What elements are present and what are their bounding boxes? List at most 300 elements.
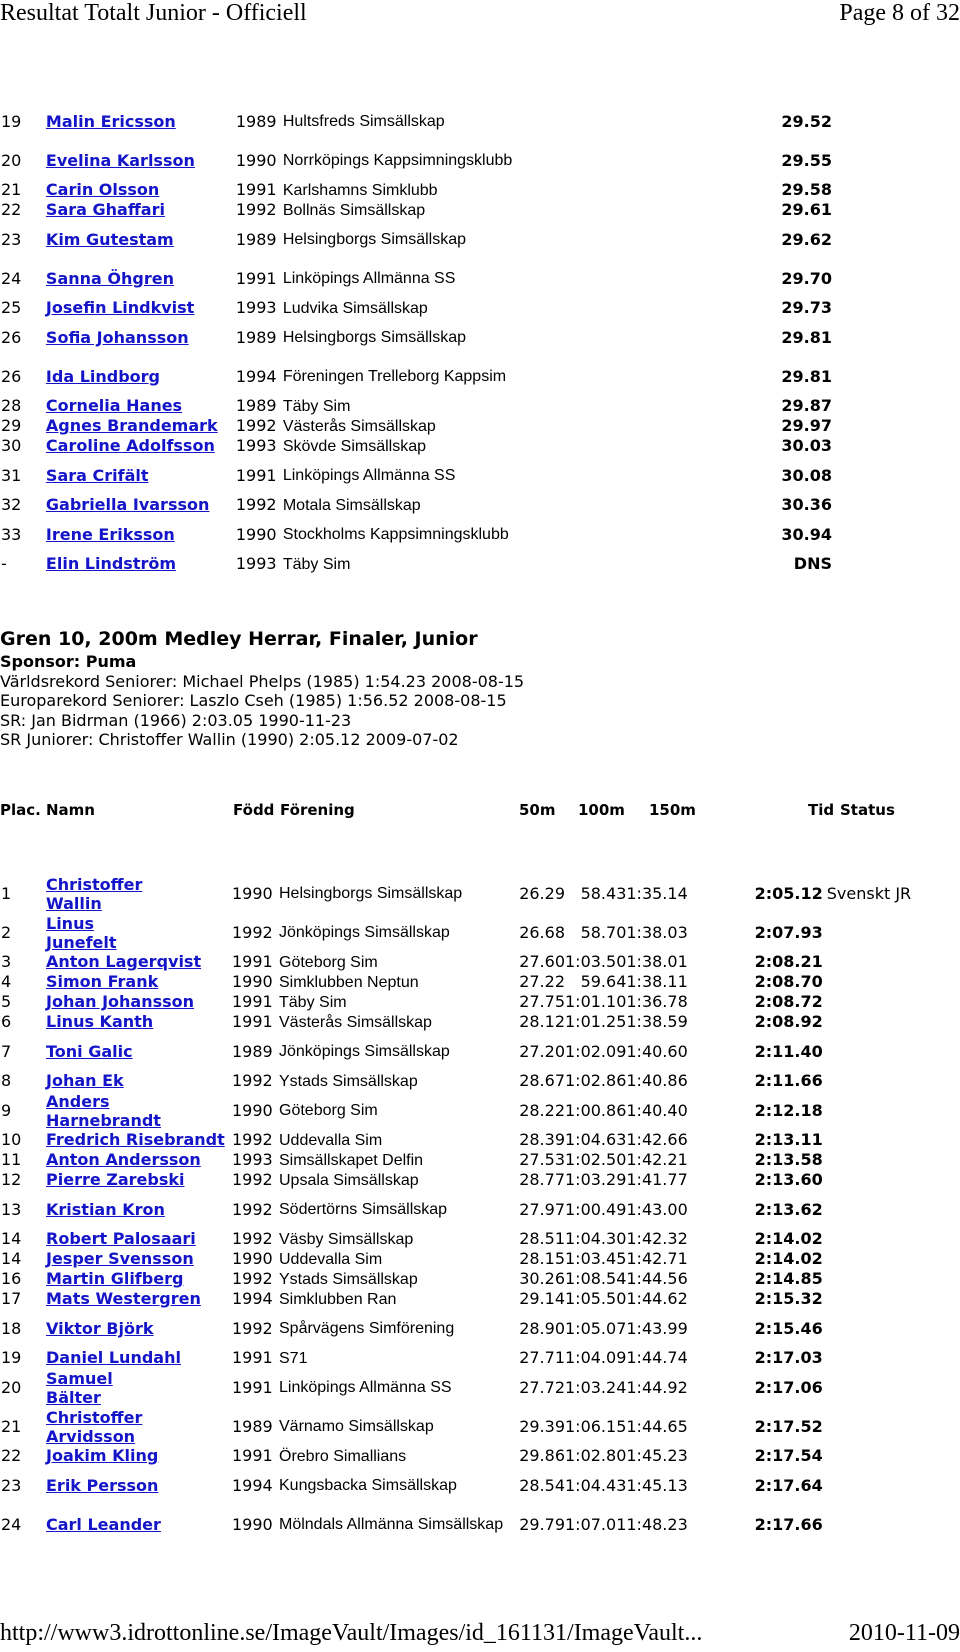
table-row [0,416,832,436]
split-150m: 1:43.99 [626,1318,688,1338]
table-row [0,259,832,298]
athlete-name-cell [46,180,236,200]
rank: 7 [1,1041,12,1061]
athlete-link[interactable]: Josefin Lindkvist [45,298,195,317]
split-100m: 1:00.49 [565,1199,627,1219]
athlete-link[interactable]: Joakim Kling [46,1446,159,1465]
club: Jönköpings Simsällskap [279,924,450,941]
athlete-link[interactable]: Fredrich Risebrandt [46,1130,225,1149]
split-150m: 1:35.14 [626,883,688,903]
birth-year: 1992 [235,495,277,514]
club: Karlshamns Simklubb [282,181,438,199]
club: Värnamo Simsällskap [279,1418,434,1435]
table-row [0,1249,960,1269]
athlete-name-cell [46,1150,232,1170]
club: S71 [279,1349,308,1367]
result-status [823,1466,960,1505]
rank: 20 [1,1377,22,1397]
result-status [823,913,960,952]
athlete-link[interactable]: Erik Persson [46,1476,159,1495]
birth-year: 1989 [235,111,277,131]
split-100m: 1:03.29 [565,1170,627,1189]
record-line: Världsrekord Seniorer: Michael Phelps (1985) 1:54.23 2008-08-15 [0,671,525,691]
split-50m: 27.75 [519,992,565,1011]
athlete-link[interactable]: Gabriella Ivarsson [45,495,210,514]
birth-year: 1992 [232,922,273,942]
club: Skövde Simsällskap [282,437,427,455]
event1-results-table [0,102,832,574]
result-status: Svenskt JR [826,883,912,903]
birth-year: 1992 [232,1318,273,1338]
birth-year: 1993 [232,1150,273,1169]
split-50m: 29.39 [519,1416,565,1436]
club: Linköpings Allmänna SS [282,467,456,484]
athlete-name-cell [46,1269,232,1289]
result-time: 30.36 [781,495,832,514]
result-time: 30.08 [781,465,832,485]
athlete-name-cell [46,1407,232,1446]
athlete-link[interactable]: Toni Galic [46,1042,133,1061]
birth-year: 1992 [232,1130,273,1149]
athlete-link[interactable]: Pierre Zarebski [46,1170,185,1189]
athlete-link[interactable]: Elin Lindström [45,554,177,573]
birth-year: 1989 [235,229,277,249]
birth-year: 1992 [232,1199,273,1219]
split-100m: 58.70 [580,922,627,942]
split-100m: 1:02.86 [565,1071,627,1090]
result-status [823,1249,960,1269]
table-row [0,200,832,220]
birth-year: 1990 [232,1249,273,1268]
birth-year: 1992 [232,1071,273,1090]
athlete-name-cell [46,515,236,554]
club: Ludvika Simsällskap [282,299,428,317]
table-row [0,318,832,357]
result-time: 2:17.66 [754,1514,823,1534]
rank: 17 [1,1289,22,1308]
table-row [0,141,832,180]
athlete-name-cell [46,141,236,180]
table-row [0,1130,960,1150]
athlete-link[interactable]: Ida Lindborg [45,366,161,386]
split-150m: 1:44.56 [626,1269,688,1288]
rank: 10 [1,1130,22,1149]
split-50m: 28.90 [519,1318,565,1338]
athlete-link[interactable]: Simon Frank [46,972,159,991]
split-100m: 1:00.86 [565,1100,627,1120]
split-100m: 1:02.50 [565,1150,627,1169]
split-100m: 1:01.10 [565,992,627,1011]
result-time: 29.61 [781,200,832,219]
table-row [0,1269,960,1289]
rank: 20 [1,150,22,170]
table-row [0,436,832,456]
rank: 19 [1,111,22,131]
club: Bollnäs Simsällskap [282,201,426,219]
split-50m: 27.53 [519,1150,565,1169]
athlete-link[interactable]: Linus Junefelt [46,913,117,952]
split-50m: 28.12 [519,1012,565,1031]
athlete-name-cell [46,1368,232,1407]
result-status [823,952,960,972]
table-row [0,1012,960,1032]
split-150m: 1:38.59 [626,1012,688,1031]
athlete-link[interactable]: Robert Palosaari [46,1229,196,1248]
rank: 9 [1,1100,12,1120]
result-time: 2:17.52 [754,1416,823,1436]
rank: 2 [1,922,12,942]
split-50m: 28.22 [519,1100,565,1120]
athlete-name-cell [46,1091,232,1130]
split-100m: 1:08.54 [565,1269,627,1288]
split-100m: 1:05.07 [565,1318,627,1338]
table-row [0,1446,960,1466]
club: Täby Sim [279,993,347,1011]
event-title: Gren 10, 200m Medley Herrar, Finaler, Junior [0,628,478,650]
rank: 22 [1,1446,22,1465]
split-50m: 28.15 [519,1249,565,1268]
result-status [823,1130,960,1150]
athlete-link[interactable]: Malin Ericsson [45,111,176,131]
athlete-name-cell [46,259,236,298]
result-status [823,1229,960,1249]
athlete-link[interactable]: Irene Eriksson [45,524,175,544]
split-100m: 1:06.15 [565,1416,627,1436]
split-150m: 1:44.74 [626,1348,688,1367]
result-time: 29.62 [781,229,832,249]
birth-year: 1994 [232,1475,273,1495]
athlete-link[interactable]: Samuel Bälter [46,1368,113,1407]
athlete-name-cell [46,1071,232,1091]
athlete-link[interactable]: Sanna Öhgren [45,268,174,288]
athlete-name-cell [46,1249,232,1269]
table-row [0,952,960,972]
athlete-name-cell [46,1229,232,1249]
split-150m: 1:38.03 [626,922,688,942]
result-time: 2:15.32 [754,1289,823,1308]
page-number: Page 8 of 32 [839,0,960,26]
split-150m: 1:45.13 [626,1475,688,1495]
result-status [823,1012,960,1032]
result-status [823,1289,960,1309]
club: Simsällskapet Delfin [279,1151,424,1169]
club: Täby Sim [282,397,351,415]
club: Upsala Simsällskap [279,1171,419,1189]
athlete-link[interactable]: Johan Johansson [46,992,195,1011]
athlete-name-cell [46,1309,232,1348]
rank: 11 [1,1150,22,1169]
split-150m: 1:44.62 [626,1289,688,1308]
birth-year: 1991 [232,1377,273,1397]
rank: 24 [1,1514,22,1534]
result-time: 30.03 [781,436,832,455]
athlete-link[interactable]: Kristian Kron [46,1200,165,1219]
rank: 23 [1,1475,22,1495]
result-time: 2:14.85 [754,1269,823,1288]
club: Helsingborgs Simsällskap [282,329,467,346]
split-50m: 27.20 [519,1041,565,1061]
result-time: 29.87 [781,396,832,415]
table-row [0,1170,960,1190]
split-100m: 1:02.09 [565,1041,627,1061]
result-time: 2:11.66 [754,1071,823,1090]
result-time: 2:15.46 [754,1318,823,1338]
table-row [0,874,960,913]
split-100m: 58.43 [580,883,627,903]
table-row [0,1071,960,1091]
athlete-link[interactable]: Mats Westergren [46,1289,201,1308]
birth-year: 1990 [232,883,273,903]
birth-year: 1993 [235,554,277,573]
birth-year: 1991 [235,268,277,288]
club: Linköpings Allmänna SS [279,1379,452,1396]
athlete-name-cell [46,972,232,992]
split-50m: 29.14 [519,1289,565,1308]
col-150m: 150m [649,801,696,819]
club: Jönköpings Simsällskap [279,1043,450,1060]
athlete-name-cell [46,874,232,913]
col-namn: Namn [46,801,95,819]
club: Västerås Simsällskap [282,417,436,435]
table-row [0,1091,960,1130]
table-row [0,1032,960,1071]
result-time: 29.97 [781,416,832,435]
athlete-name-cell [46,1505,232,1544]
athlete-name-cell [46,396,236,416]
split-150m: 1:44.65 [626,1416,688,1436]
split-150m: 1:48.23 [626,1514,688,1534]
athlete-link[interactable]: Christoffer Arvidsson [46,1407,143,1446]
club: Mölndals Allmänna Simsällskap [279,1516,504,1533]
rank: 8 [1,1071,12,1090]
athlete-link[interactable]: Caroline Adolfsson [45,436,215,455]
split-50m: 27.22 [519,972,565,991]
athlete-link[interactable]: Johan Ek [46,1071,124,1090]
athlete-name-cell [46,1190,232,1229]
rank: 3 [1,952,12,971]
club: Södertörns Simsällskap [279,1201,448,1218]
table-row [0,357,832,396]
table-row [0,1466,960,1505]
club: Ystads Simsällskap [279,1270,418,1288]
club: Uddevalla Sim [279,1131,383,1149]
birth-year: 1992 [235,416,277,435]
results-column-header [0,801,960,821]
split-50m: 28.51 [519,1229,565,1248]
split-150m: 1:42.21 [626,1150,688,1169]
result-time: 29.81 [781,327,832,347]
athlete-name-cell [46,1012,232,1032]
athlete-link[interactable]: Anton Lagerqvist [46,952,202,971]
birth-year: 1990 [232,1514,273,1534]
result-time: 30.94 [781,524,832,544]
split-100m: 1:03.45 [565,1249,627,1268]
club: Göteborg Sim [279,1102,378,1119]
rank: 18 [1,1318,22,1338]
result-time: 2:08.72 [754,992,823,1011]
result-time: 2:05.12 [754,883,823,903]
athlete-name-cell [46,102,236,141]
split-50m: 27.97 [519,1199,565,1219]
result-time: 2:14.02 [754,1229,823,1248]
athlete-link[interactable]: Cornelia Hanes [45,396,183,415]
rank: 16 [1,1269,22,1288]
table-row [0,1505,960,1544]
club: Helsingborgs Simsällskap [282,231,467,248]
athlete-link[interactable]: Sofia Johansson [45,327,189,347]
result-time: DNS [793,554,832,573]
birth-year: 1992 [232,1170,273,1189]
split-150m: 1:42.66 [626,1130,688,1149]
split-150m: 1:40.40 [626,1100,688,1120]
result-time: 2:13.62 [754,1199,823,1219]
athlete-link[interactable]: Anton Andersson [46,1150,201,1169]
club: Stockholms Kappsimningsklubb [282,526,509,543]
rank: 31 [1,465,22,485]
athlete-link[interactable]: Viktor Björk [46,1319,154,1338]
result-time: 2:17.64 [754,1475,823,1495]
table-row [0,1190,960,1229]
birth-year: 1991 [232,1012,273,1031]
result-status [823,1032,960,1071]
athlete-link[interactable]: Christoffer Wallin [46,874,143,913]
result-status [823,1091,960,1130]
split-150m: 1:43.00 [626,1199,688,1219]
athlete-link[interactable]: Carl Leander [46,1515,161,1534]
split-50m: 27.60 [519,952,565,971]
club: Motala Simsällskap [282,496,421,514]
athlete-link[interactable]: Anders Harnebrandt [46,1091,161,1130]
athlete-link[interactable]: Evelina Karlsson [45,150,195,170]
rank: 4 [1,972,12,991]
club: Linköpings Allmänna SS [282,270,456,287]
birth-year: 1990 [232,1100,273,1120]
athlete-link[interactable]: Kim Gutestam [45,229,174,249]
rank: 14 [1,1249,22,1268]
club: Örebro Simallians [279,1447,407,1465]
result-time: 29.81 [781,366,832,386]
table-row [0,1309,960,1348]
result-time: 2:17.54 [754,1446,823,1465]
birth-year: 1991 [232,1446,273,1465]
athlete-name-cell [46,416,236,436]
club: Kungsbacka Simsällskap [279,1477,457,1494]
athlete-name-cell [46,1130,232,1150]
split-150m: 1:40.86 [626,1071,688,1090]
event-sponsor: Sponsor: Puma [0,652,137,671]
split-50m: 28.54 [519,1475,565,1495]
athlete-link[interactable]: Carin Olsson [45,180,160,199]
split-150m: 1:42.71 [626,1249,688,1268]
result-status [823,1071,960,1091]
athlete-name-cell [46,1170,232,1190]
birth-year: 1989 [235,327,277,347]
split-150m: 1:38.11 [626,972,688,991]
club: Västerås Simsällskap [279,1013,432,1031]
result-status [823,992,960,1012]
athlete-link[interactable]: Daniel Lundahl [46,1348,181,1367]
birth-year: 1989 [235,396,277,415]
page-footer [0,1620,960,1652]
athlete-name-cell [46,992,232,1012]
rank: 29 [1,416,22,435]
club: Simklubben Neptun [279,973,419,991]
athlete-name-cell [46,913,232,952]
result-time: 29.52 [781,111,832,131]
athlete-name-cell [46,298,236,318]
athlete-link[interactable]: Martin Glifberg [46,1269,184,1288]
athlete-name-cell [46,1466,232,1505]
club: Norrköpings Kappsimningsklubb [282,152,513,169]
col-100m: 100m [578,801,625,819]
athlete-name-cell [46,318,236,357]
table-row [0,992,960,1012]
result-time: 2:08.21 [754,952,823,971]
birth-year: 1989 [232,1041,273,1061]
athlete-name-cell [46,200,236,220]
birth-year: 1991 [232,952,273,971]
athlete-link[interactable]: Agnes Brandemark [45,416,218,435]
result-status [823,1368,960,1407]
record-line: Europarekord Seniorer: Laszlo Cseh (1985) 1:56.52 2008-08-15 [0,691,507,710]
rank: 22 [1,200,22,219]
athlete-link[interactable]: Sara Ghaffari [45,200,165,219]
split-100m: 1:07.01 [565,1514,627,1534]
birth-year: 1990 [232,972,273,991]
table-row [0,220,832,259]
result-status [823,1190,960,1229]
birth-year: 1992 [232,1269,273,1288]
birth-year: 1991 [232,1348,273,1367]
result-time: 2:13.58 [754,1150,823,1169]
result-time: 29.58 [781,180,832,199]
athlete-link[interactable]: Jesper Svensson [46,1249,194,1268]
table-row [0,298,832,318]
result-time: 2:12.18 [754,1100,823,1120]
athlete-name-cell [46,1348,232,1368]
athlete-link[interactable]: Sara Crifält [45,465,149,485]
record-line: SR Juniorer: Christoffer Wallin (1990) 2:05.12 2009-07-02 [0,730,459,749]
split-50m: 28.39 [519,1130,565,1149]
table-row [0,1289,960,1309]
col-forening: Förening [280,801,355,819]
split-50m: 26.68 [519,922,565,942]
document-title: Resultat Totalt Junior - Officiell [0,0,307,26]
split-50m: 28.67 [519,1071,565,1090]
event2-results-table [0,874,960,1544]
source-url: http://www3.idrottonline.se/ImageVault/Images/id_161131/ImageVault... [0,1620,703,1646]
athlete-name-cell [46,1446,232,1466]
birth-year: 1991 [235,180,277,199]
result-time: 2:08.92 [754,1012,823,1031]
split-100m: 1:02.80 [565,1446,627,1465]
split-50m: 27.72 [519,1377,565,1397]
split-150m: 1:41.77 [626,1170,688,1189]
rank: 14 [1,1229,22,1248]
athlete-name-cell [46,952,232,972]
club: Ystads Simsällskap [279,1072,418,1090]
rank: 26 [1,327,22,347]
split-100m: 1:04.63 [565,1130,627,1149]
rank: 33 [1,524,22,544]
rank: - [1,554,7,573]
rank: 23 [1,229,22,249]
page-header [0,0,960,32]
athlete-link[interactable]: Linus Kanth [46,1012,154,1031]
result-time: 2:17.03 [754,1348,823,1367]
split-100m: 59.64 [580,972,627,991]
table-row [0,515,832,554]
